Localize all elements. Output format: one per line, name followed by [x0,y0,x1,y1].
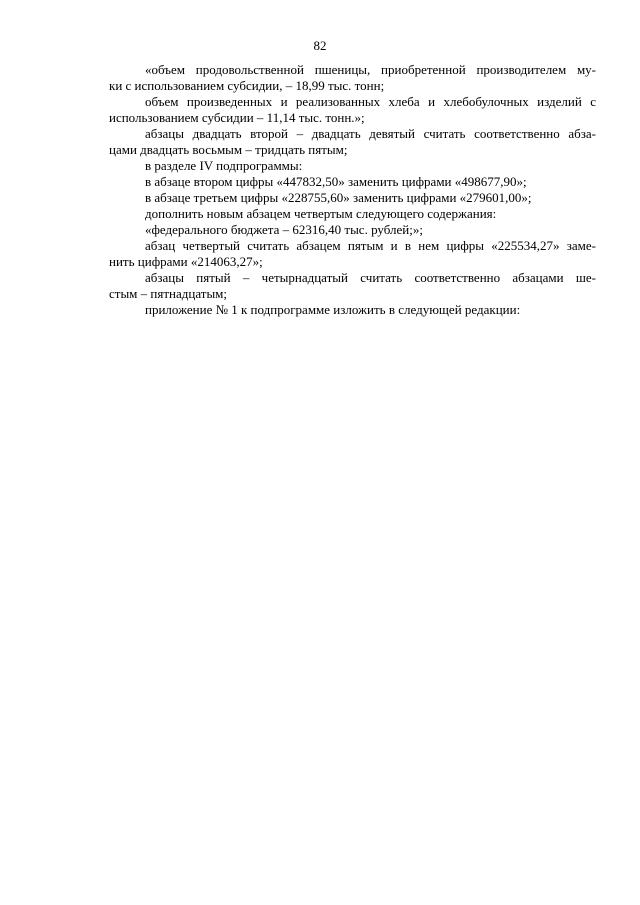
paragraph-renumber-22-29 [109,126,596,158]
paragraph-line: дополнить новым абзацем четвертым следующего содержания: [145,206,497,221]
paragraph-line: «объем продовольственной пшеницы, приобретенной производителем му- [145,62,596,77]
paragraph-line: цами двадцать восьмым – тридцать пятым; [109,142,348,157]
paragraph-line: абзацы пятый – четырнадцатый считать соответственно абзацами ше- [145,270,596,285]
paragraph-third-abzac [109,190,596,206]
paragraph-renumber-5-14 [109,270,596,302]
paragraph-line: ки с использованием субсидии, – 18,99 тыс. тонн; [109,78,385,93]
paragraph-line: приложение № 1 к подпрограмме изложить в следующей редакции: [145,302,521,317]
paragraph-line: в абзаце втором цифры «447832,50» заменить цифрами «498677,90»; [145,174,527,189]
paragraph-bread-volume [109,94,596,126]
paragraph-line: использованием субсидии – 11,14 тыс. тонн.»; [109,110,365,125]
paragraph-line: нить цифрами «214063,27»; [109,254,263,269]
paragraph-line: объем произведенных и реализованных хлеба и хлебобулочных изделий с [145,94,596,109]
page-number: 82 [313,38,327,53]
paragraph-fourth-to-fifth [109,238,596,270]
paragraph-wheat-volume [109,62,596,94]
paragraph-add-fourth [109,206,596,222]
paragraph-line: «федерального бюджета – 62316,40 тыс. рублей;»; [145,222,423,237]
paragraph-appendix-1 [109,302,596,318]
document-body [109,62,596,318]
paragraph-section-iv [109,158,596,174]
paragraph-line: стым – пятнадцатым; [109,286,228,301]
paragraph-line: абзацы двадцать второй – двадцать девятый считать соответственно абза- [145,126,596,141]
paragraph-line: в абзаце третьем цифры «228755,60» заменить цифрами «279601,00»; [145,190,532,205]
paragraph-second-abzac [109,174,596,190]
paragraph-line: абзац четвертый считать абзацем пятым и в нем цифры «225534,27» заме- [145,238,596,253]
paragraph-federal-budget [109,222,596,238]
paragraph-line: в разделе IV подпрограммы: [145,158,303,173]
